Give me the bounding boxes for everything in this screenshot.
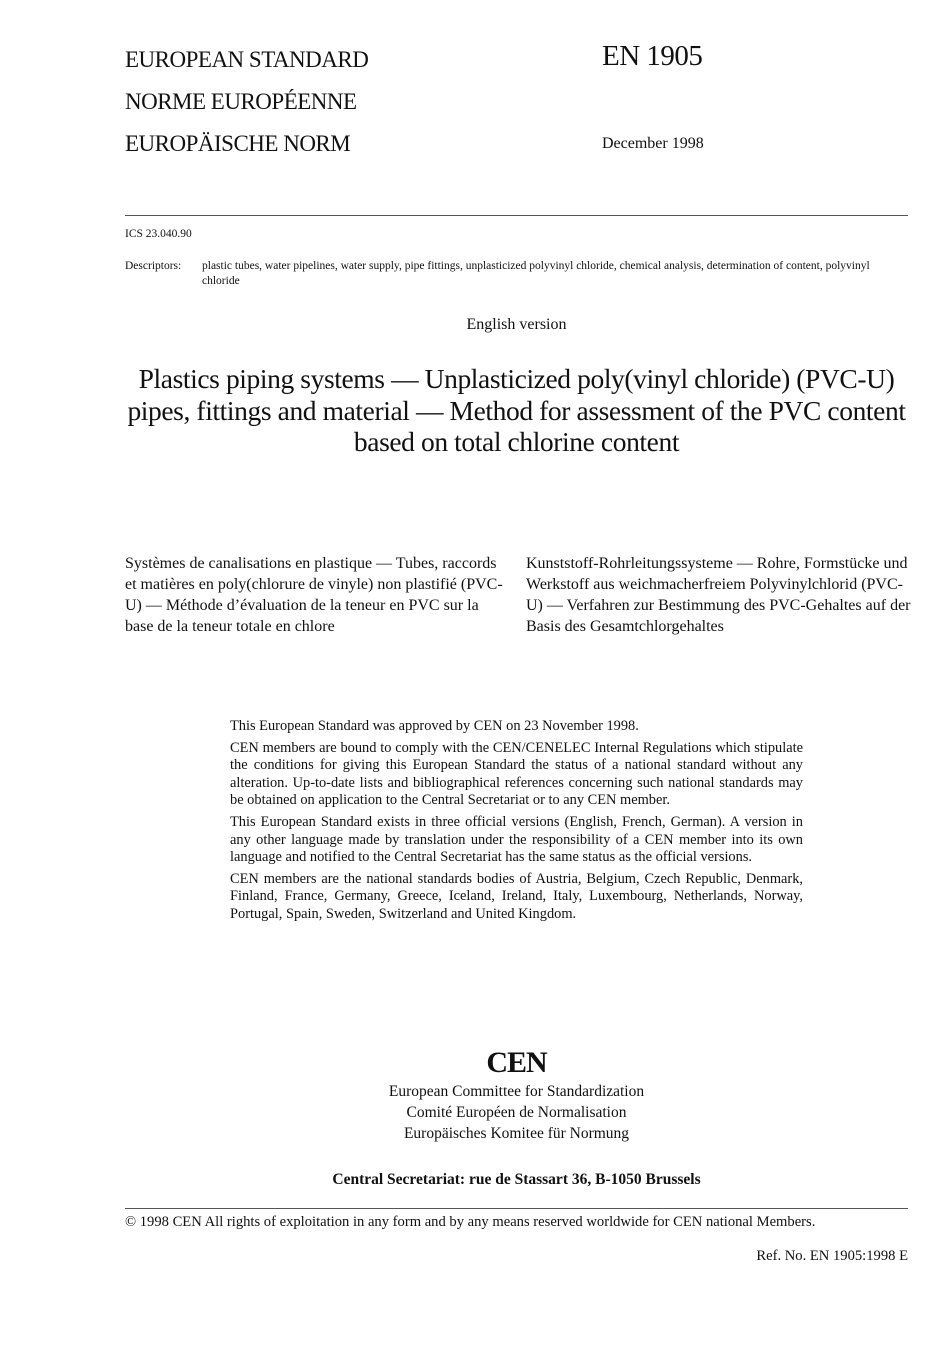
cen-name-english: European Committee for Standardization <box>388 1083 645 1100</box>
approval-notice <box>230 718 803 928</box>
language-version: English version <box>466 316 567 333</box>
compliance-paragraph: CEN members are bound to comply with the CEN/CENELEC Internal Regulations which stipulate the conditions for giving this European Standard the status of a national standard without any alteration. Up-to-date lists and bibliographical references concerning such national standards may be obtained on application to the Central Secretariat or to any CEN member. <box>230 739 803 809</box>
reference-number: Ref. No. EN 1905:1998 E <box>756 1248 908 1264</box>
document-title: Plastics piping systems — Unplasticized poly(vinyl chloride) (PVC-U) pipes, fittings and material — Method for assessment of the PVC content based on total chlorine content <box>127 363 906 457</box>
descriptors-label: Descriptors: <box>125 260 182 272</box>
members-paragraph: CEN members are the national standards bodies of Austria, Belgium, Czech Republic, Denmark, Finland, France, Germany, Greece, Iceland, Ireland, Italy, Luxembourg, Netherlands, Norway, Portugal, Spain, Sweden, Switzerland and United Kingdom. <box>230 870 803 922</box>
ics-code: ICS 23.040.90 <box>125 228 192 240</box>
standard-type-german: EUROPÄISCHE NORM <box>125 131 351 156</box>
cen-name-german: Europäisches Komitee für Normung <box>403 1125 630 1142</box>
secretariat-address: Central Secretariat: rue de Stassart 36, B-1050 Brussels <box>332 1171 701 1188</box>
standard-number: EN 1905 <box>602 40 703 72</box>
descriptors <box>125 259 908 289</box>
cen-logo: CEN <box>486 1046 547 1079</box>
publication-date: December 1998 <box>602 135 704 152</box>
standard-type-french: NORME EUROPÉENNE <box>125 89 357 114</box>
cen-name-french: Comité Européen de Normalisation <box>406 1104 627 1121</box>
standard-type-english: EUROPEAN STANDARD <box>125 47 369 72</box>
descriptors-value: plastic tubes, water pipelines, water supply, pipe fittings, unplasticized polyvinyl chloride, chemical analysis, determination of content, polyvinyl chloride <box>202 260 870 287</box>
title-french: Systèmes de canalisations en plastique — Tubes, raccords et matières en poly(chlorure de vinyle) non plastifié (PVC-U) — Méthode d’évaluation de la teneur en PVC sur la base de la teneur totale en chlore <box>125 555 503 635</box>
copyright-notice: © 1998 CEN All rights of exploitation in any form and by any means reserved worldwide for CEN national Members. <box>125 1214 816 1230</box>
cen-block <box>125 1045 908 1144</box>
top-divider <box>125 215 908 216</box>
title-german: Kunststoff-Rohrleitungssysteme — Rohre, Formstücke und Werkstoff aus weichmacherfreiem Polyvinylchlorid (PVC-U) — Verfahren zur Bestimmung des PVC-Gehaltes auf der Basis des Gesamtchlorgehaltes <box>526 555 911 635</box>
approval-paragraph: This European Standard was approved by CEN on 23 November 1998. <box>230 718 639 734</box>
bottom-divider <box>125 1208 908 1209</box>
versions-paragraph: This European Standard exists in three official versions (English, French, German). A version in any other language made by translation under the responsibility of a CEN member into its own language and notified to the Central Secretariat has the same status as the official versions. <box>230 813 803 866</box>
